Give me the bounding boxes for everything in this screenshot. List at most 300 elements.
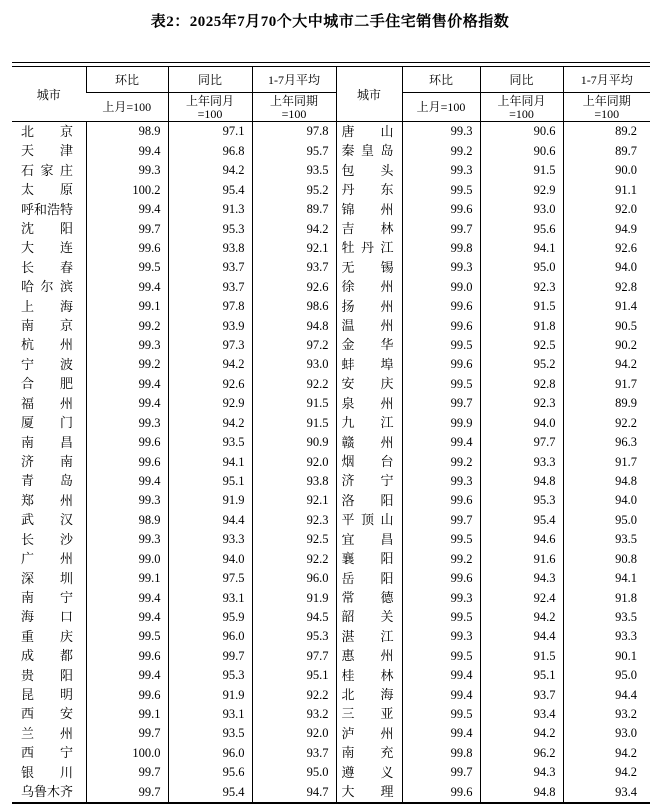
table-row <box>12 122 650 142</box>
header-avg-base-line1: 上年同期 <box>269 93 318 108</box>
city-name-text: 沈阳 <box>21 220 73 236</box>
city-name-left <box>12 491 86 510</box>
city-name-left <box>12 297 86 316</box>
yoy-value-right: 94.4 <box>480 627 563 646</box>
yoy-value-left: 96.0 <box>168 627 252 646</box>
mom-value-left: 99.4 <box>86 277 168 296</box>
city-name-text: 大理 <box>341 784 394 800</box>
city-name-text: 深圳 <box>21 570 73 586</box>
city-name-left <box>12 608 86 627</box>
city-name-text: 广州 <box>21 551 73 567</box>
yoy-value-right: 92.5 <box>480 336 563 355</box>
yoy-value-right: 94.2 <box>480 608 563 627</box>
header-mom-right: 环比 <box>402 67 480 93</box>
city-name-left <box>12 316 86 335</box>
mom-value-right: 99.6 <box>402 491 480 510</box>
avg-value-left: 97.8 <box>252 122 336 142</box>
table-row <box>12 549 650 568</box>
yoy-value-left: 92.9 <box>168 394 252 413</box>
city-name-left <box>12 219 86 238</box>
yoy-value-left: 91.9 <box>168 685 252 704</box>
city-name-text: 遵义 <box>341 764 394 780</box>
avg-value-right: 93.5 <box>563 530 650 549</box>
city-name-text: 合肥 <box>21 376 73 392</box>
city-name-left <box>12 452 86 471</box>
avg-value-left: 95.1 <box>252 666 336 685</box>
mom-value-right: 99.6 <box>402 297 480 316</box>
city-name-text: 韶关 <box>341 609 394 625</box>
table-row <box>12 374 650 393</box>
yoy-value-right: 90.6 <box>480 141 563 160</box>
city-name-text: 上海 <box>21 298 73 314</box>
city-name-left <box>12 530 86 549</box>
city-name-left <box>12 355 86 374</box>
mom-value-right: 99.3 <box>402 472 480 491</box>
city-name-right <box>336 180 402 199</box>
city-name-left <box>12 685 86 704</box>
city-name-text: 襄阳 <box>341 551 394 567</box>
city-name-left <box>12 744 86 763</box>
header-avg-right: 1-7月平均 <box>563 67 650 93</box>
avg-value-right: 94.8 <box>563 472 650 491</box>
avg-value-right: 94.0 <box>563 491 650 510</box>
table-row <box>12 277 650 296</box>
city-name-text: 兰州 <box>21 725 73 741</box>
city-name-left <box>12 627 86 646</box>
mom-value-right: 99.3 <box>402 588 480 607</box>
city-name-left <box>12 394 86 413</box>
city-name-text: 泉州 <box>341 395 394 411</box>
header-avg-left: 1-7月平均 <box>252 67 336 93</box>
yoy-value-right: 91.5 <box>480 297 563 316</box>
header-row-base <box>12 93 650 122</box>
table-row <box>12 239 650 258</box>
yoy-value-right: 94.0 <box>480 413 563 432</box>
avg-value-left: 95.0 <box>252 763 336 782</box>
city-name-text: 银川 <box>21 764 73 780</box>
mom-value-left: 99.5 <box>86 627 168 646</box>
avg-value-right: 90.1 <box>563 646 650 665</box>
avg-value-left: 91.9 <box>252 588 336 607</box>
city-name-text: 无锡 <box>341 259 394 275</box>
header-avg-base-line2: =100 <box>281 106 307 121</box>
header-avg-base-right: 上年同期 =100 <box>563 93 650 122</box>
city-name-text: 徐州 <box>341 279 394 295</box>
avg-value-right: 92.8 <box>563 277 650 296</box>
city-name-text: 石家庄 <box>21 162 73 178</box>
header-city-right: 城市 <box>336 67 402 122</box>
avg-value-right: 94.0 <box>563 258 650 277</box>
city-name-text: 丹东 <box>341 182 394 198</box>
mom-value-left: 99.5 <box>86 258 168 277</box>
mom-value-right: 99.7 <box>402 510 480 529</box>
city-name-right <box>336 569 402 588</box>
mom-value-left: 99.4 <box>86 608 168 627</box>
avg-value-right: 92.0 <box>563 200 650 219</box>
city-name-text: 天津 <box>21 143 73 159</box>
avg-value-right: 94.2 <box>563 763 650 782</box>
mom-value-left: 99.7 <box>86 763 168 782</box>
mom-value-right: 99.4 <box>402 433 480 452</box>
avg-value-right: 91.4 <box>563 297 650 316</box>
avg-value-left: 97.2 <box>252 336 336 355</box>
city-name-text: 武汉 <box>21 512 73 528</box>
city-name-text: 西宁 <box>21 745 73 761</box>
city-name-left <box>12 549 86 568</box>
yoy-value-left: 93.1 <box>168 588 252 607</box>
mom-value-left: 99.2 <box>86 355 168 374</box>
mom-value-right: 99.5 <box>402 530 480 549</box>
mom-value-right: 99.7 <box>402 394 480 413</box>
mom-value-left: 99.4 <box>86 394 168 413</box>
city-name-left <box>12 763 86 782</box>
table-row <box>12 588 650 607</box>
city-name-text: 桂林 <box>341 667 394 683</box>
yoy-value-left: 93.5 <box>168 433 252 452</box>
city-name-right <box>336 297 402 316</box>
table-row <box>12 355 650 374</box>
mom-value-left: 99.3 <box>86 530 168 549</box>
table-row <box>12 316 650 335</box>
city-name-text: 烟台 <box>341 454 394 469</box>
yoy-value-left: 91.3 <box>168 200 252 219</box>
avg-value-right: 93.0 <box>563 724 650 743</box>
yoy-value-right: 91.5 <box>480 161 563 180</box>
mom-value-right: 99.5 <box>402 646 480 665</box>
avg-value-right: 91.7 <box>563 452 650 471</box>
city-name-text: 青岛 <box>21 473 73 489</box>
mom-value-left: 99.6 <box>86 239 168 258</box>
yoy-value-left: 93.1 <box>168 705 252 724</box>
avg-value-left: 94.8 <box>252 316 336 335</box>
city-name-text: 海口 <box>21 609 73 625</box>
yoy-value-right: 95.1 <box>480 666 563 685</box>
table-row <box>12 297 650 316</box>
mom-value-left: 99.3 <box>86 413 168 432</box>
yoy-value-right: 94.3 <box>480 569 563 588</box>
yoy-value-right: 97.7 <box>480 433 563 452</box>
city-name-text: 哈尔滨 <box>21 279 73 295</box>
city-name-right <box>336 510 402 529</box>
yoy-value-left: 99.7 <box>168 646 252 665</box>
city-name-right <box>336 122 402 142</box>
city-name-text: 包头 <box>341 162 394 178</box>
city-name-text: 乌鲁木齐 <box>21 784 74 800</box>
mom-value-left: 99.1 <box>86 705 168 724</box>
city-name-left <box>12 374 86 393</box>
yoy-value-left: 94.2 <box>168 355 252 374</box>
city-name-text: 重庆 <box>21 628 73 644</box>
city-name-right <box>336 316 402 335</box>
yoy-value-right: 95.0 <box>480 258 563 277</box>
city-name-text: 南宁 <box>21 589 73 605</box>
city-name-left <box>12 180 86 199</box>
city-name-right <box>336 336 402 355</box>
avg-value-left: 93.8 <box>252 472 336 491</box>
city-name-left <box>12 569 86 588</box>
avg-value-left: 92.5 <box>252 530 336 549</box>
avg-value-right: 95.0 <box>563 510 650 529</box>
mom-value-left: 99.7 <box>86 219 168 238</box>
city-name-text: 长沙 <box>21 531 73 547</box>
avg-value-right: 93.3 <box>563 627 650 646</box>
yoy-value-left: 95.4 <box>168 180 252 199</box>
mom-value-right: 99.8 <box>402 239 480 258</box>
yoy-value-left: 93.8 <box>168 239 252 258</box>
mom-value-right: 99.6 <box>402 355 480 374</box>
city-name-right <box>336 763 402 782</box>
avg-value-left: 92.2 <box>252 685 336 704</box>
mom-value-left: 100.2 <box>86 180 168 199</box>
yoy-value-left: 95.3 <box>168 666 252 685</box>
mom-value-right: 99.9 <box>402 413 480 432</box>
city-name-text: 泸州 <box>341 725 394 741</box>
city-name-right <box>336 433 402 452</box>
city-name-text: 牡丹江 <box>341 240 394 256</box>
avg-value-right: 93.2 <box>563 705 650 724</box>
city-name-left <box>12 588 86 607</box>
table-row <box>12 258 650 277</box>
city-name-left <box>12 122 86 142</box>
avg-value-right: 90.2 <box>563 336 650 355</box>
city-name-text: 金华 <box>341 337 394 353</box>
city-name-right <box>336 200 402 219</box>
city-name-left <box>12 258 86 277</box>
city-name-left <box>12 336 86 355</box>
mom-value-right: 99.6 <box>402 569 480 588</box>
table-row <box>12 180 650 199</box>
mom-value-left: 99.4 <box>86 141 168 160</box>
city-name-left <box>12 510 86 529</box>
city-name-left <box>12 705 86 724</box>
city-name-left <box>12 161 86 180</box>
yoy-value-left: 93.7 <box>168 277 252 296</box>
city-name-text: 长春 <box>21 259 73 275</box>
yoy-value-right: 93.0 <box>480 200 563 219</box>
yoy-value-right: 93.7 <box>480 685 563 704</box>
avg-value-right: 92.6 <box>563 239 650 258</box>
city-name-right <box>336 452 402 471</box>
avg-value-left: 89.7 <box>252 200 336 219</box>
header-city-left: 城市 <box>12 67 86 122</box>
city-name-text: 贵阳 <box>21 667 73 683</box>
city-name-text: 吉林 <box>341 220 394 236</box>
city-name-text: 湛江 <box>341 628 394 644</box>
city-name-right <box>336 646 402 665</box>
city-name-right <box>336 685 402 704</box>
table-row <box>12 763 650 782</box>
city-name-right <box>336 627 402 646</box>
table-row <box>12 161 650 180</box>
city-name-right <box>336 608 402 627</box>
city-name-text: 平顶山 <box>341 512 394 528</box>
yoy-value-right: 94.2 <box>480 724 563 743</box>
table-row <box>12 141 650 160</box>
yoy-value-right: 92.8 <box>480 374 563 393</box>
table-row <box>12 705 650 724</box>
city-name-text: 岳阳 <box>341 570 394 586</box>
header-mom-base-left: 上月=100 <box>86 93 168 122</box>
city-name-right <box>336 394 402 413</box>
mom-value-left: 100.0 <box>86 744 168 763</box>
mom-value-right: 99.5 <box>402 180 480 199</box>
avg-value-right: 94.2 <box>563 744 650 763</box>
city-name-left <box>12 239 86 258</box>
table-row <box>12 627 650 646</box>
city-name-text: 福州 <box>21 395 73 411</box>
city-name-right <box>336 588 402 607</box>
avg-value-right: 96.3 <box>563 433 650 452</box>
table-row <box>12 569 650 588</box>
yoy-value-left: 95.9 <box>168 608 252 627</box>
mom-value-right: 99.5 <box>402 374 480 393</box>
city-name-right <box>336 724 402 743</box>
mom-value-right: 99.3 <box>402 161 480 180</box>
city-name-text: 温州 <box>341 318 394 334</box>
avg-value-right: 89.9 <box>563 394 650 413</box>
mom-value-left: 99.3 <box>86 161 168 180</box>
table-row <box>12 685 650 704</box>
city-name-text: 宁波 <box>21 356 73 372</box>
mom-value-right: 99.5 <box>402 336 480 355</box>
avg-value-left: 94.2 <box>252 219 336 238</box>
city-name-left <box>12 433 86 452</box>
table-row <box>12 666 650 685</box>
table-row <box>12 782 650 802</box>
header-yoy-base-right: 上年同月 =100 <box>480 93 563 122</box>
mom-value-right: 99.4 <box>402 666 480 685</box>
city-name-text: 宜昌 <box>341 531 394 547</box>
city-name-right <box>336 161 402 180</box>
yoy-value-left: 94.0 <box>168 549 252 568</box>
avg-value-left: 93.7 <box>252 258 336 277</box>
city-name-left <box>12 141 86 160</box>
avg-value-left: 92.2 <box>252 374 336 393</box>
mom-value-left: 99.4 <box>86 200 168 219</box>
avg-value-right: 94.9 <box>563 219 650 238</box>
city-name-text: 蚌埠 <box>341 356 394 372</box>
city-name-text: 唐山 <box>341 123 394 139</box>
city-name-right <box>336 782 402 802</box>
yoy-value-right: 94.3 <box>480 763 563 782</box>
city-name-right <box>336 374 402 393</box>
avg-value-left: 93.5 <box>252 161 336 180</box>
avg-value-right: 91.8 <box>563 588 650 607</box>
avg-value-left: 95.3 <box>252 627 336 646</box>
avg-value-left: 97.7 <box>252 646 336 665</box>
city-name-left <box>12 646 86 665</box>
city-name-right <box>336 472 402 491</box>
mom-value-left: 99.7 <box>86 724 168 743</box>
yoy-value-right: 92.3 <box>480 394 563 413</box>
avg-value-left: 92.0 <box>252 452 336 471</box>
mom-value-left: 99.1 <box>86 297 168 316</box>
yoy-value-left: 97.3 <box>168 336 252 355</box>
mom-value-right: 99.4 <box>402 724 480 743</box>
yoy-value-right: 93.4 <box>480 705 563 724</box>
avg-value-right: 91.1 <box>563 180 650 199</box>
table-row <box>12 200 650 219</box>
yoy-value-left: 93.3 <box>168 530 252 549</box>
mom-value-right: 99.2 <box>402 452 480 471</box>
yoy-value-right: 91.8 <box>480 316 563 335</box>
yoy-value-left: 96.0 <box>168 744 252 763</box>
header-yoy-base-line1: 上年同月 <box>185 93 234 108</box>
city-name-text: 呼和浩特 <box>21 201 74 217</box>
city-name-text: 赣州 <box>341 434 394 450</box>
yoy-value-right: 91.5 <box>480 646 563 665</box>
city-name-right <box>336 530 402 549</box>
mom-value-left: 99.2 <box>86 316 168 335</box>
mom-value-right: 99.6 <box>402 316 480 335</box>
yoy-value-right: 92.4 <box>480 588 563 607</box>
avg-value-right: 91.7 <box>563 374 650 393</box>
mom-value-left: 99.6 <box>86 433 168 452</box>
city-name-text: 秦皇岛 <box>341 143 394 159</box>
avg-value-left: 92.1 <box>252 239 336 258</box>
table-row <box>12 394 650 413</box>
table-row <box>12 472 650 491</box>
page-title: 表2：2025年7月70个大中城市二手住宅销售价格指数 <box>150 14 510 30</box>
header-row-top <box>12 67 650 93</box>
price-index-table-wrap <box>12 62 650 804</box>
table-row <box>12 744 650 763</box>
mom-value-left: 99.4 <box>86 472 168 491</box>
yoy-value-right: 94.8 <box>480 472 563 491</box>
table-row <box>12 646 650 665</box>
yoy-value-left: 93.7 <box>168 258 252 277</box>
header-avg-base-left <box>252 93 336 122</box>
avg-value-right: 90.8 <box>563 549 650 568</box>
city-name-text: 扬州 <box>341 298 394 314</box>
header-mom-base-right: 上月=100 <box>402 93 480 122</box>
avg-value-left: 91.5 <box>252 413 336 432</box>
avg-value-left: 91.5 <box>252 394 336 413</box>
mom-value-right: 99.6 <box>402 200 480 219</box>
table-row <box>12 452 650 471</box>
table-row <box>12 336 650 355</box>
city-name-left <box>12 472 86 491</box>
yoy-value-left: 92.6 <box>168 374 252 393</box>
yoy-value-right: 92.9 <box>480 180 563 199</box>
avg-value-left: 92.1 <box>252 491 336 510</box>
mom-value-right: 99.7 <box>402 763 480 782</box>
city-name-left <box>12 413 86 432</box>
yoy-value-left: 94.2 <box>168 161 252 180</box>
city-name-text: 三亚 <box>341 706 394 722</box>
mom-value-left: 99.4 <box>86 588 168 607</box>
avg-value-right: 89.2 <box>563 122 650 142</box>
header-yoy-right: 同比 <box>480 67 563 93</box>
yoy-value-right: 96.2 <box>480 744 563 763</box>
city-name-text: 郑州 <box>21 492 73 508</box>
avg-value-right: 89.7 <box>563 141 650 160</box>
avg-value-left: 98.6 <box>252 297 336 316</box>
avg-value-left: 92.2 <box>252 549 336 568</box>
city-name-text: 安庆 <box>341 376 394 392</box>
yoy-value-right: 94.8 <box>480 782 563 802</box>
avg-value-left: 92.0 <box>252 724 336 743</box>
yoy-value-left: 95.4 <box>168 782 252 802</box>
mom-value-right: 99.4 <box>402 685 480 704</box>
city-name-text: 昆明 <box>21 687 73 703</box>
mom-value-right: 99.8 <box>402 744 480 763</box>
yoy-value-right: 92.3 <box>480 277 563 296</box>
table-row <box>12 433 650 452</box>
table-row <box>12 491 650 510</box>
city-name-text: 太原 <box>21 182 73 198</box>
yoy-value-left: 97.8 <box>168 297 252 316</box>
